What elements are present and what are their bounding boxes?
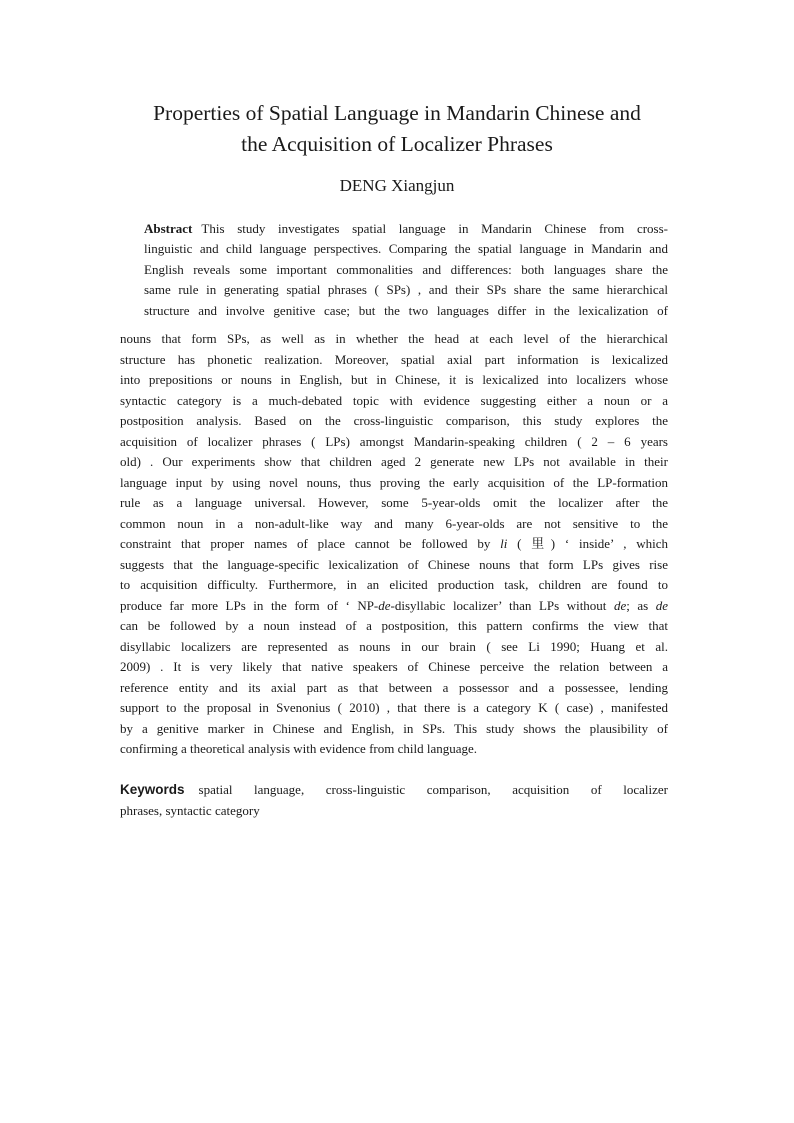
- abstract-line: Abstract This study investigates spatial language in Mandarin Chinese from cross-: [144, 221, 668, 236]
- abstract-line: confirming a theoretical analysis with evidence from child language.: [120, 741, 478, 756]
- abstract-line: disyllabic localizers are represented as nouns in our brain ( see Li 1990; Huang et al.: [120, 638, 668, 654]
- abstract-line: postposition analysis. Based on the cross-linguistic comparison, this study explores the: [120, 413, 668, 428]
- abstract-line: 2009) . It is very likely that native speakers of Chinese perceive the relation between a: [120, 659, 668, 674]
- abstract-line-np-de: produce far more LPs in the form of ‘ NP-de-disyllabic localizer’ than LPs without de; as de: [120, 597, 668, 613]
- abstract-line: common noun in a non-adult-like way and many 6-year-olds are not sensitive to the: [120, 515, 668, 531]
- abstract-line: structure has phonetic realization. Moreover, spatial axial part information is lexicalized: [120, 351, 668, 367]
- abstract-line: acquisition of localizer phrases ( LPs) amongst Mandarin-speaking children ( 2 – 6 years: [120, 433, 668, 449]
- abstract-line: nouns that form SPs, as well as in whether the head at each level of the hierarchical: [120, 331, 668, 346]
- italic-de: de: [655, 597, 668, 613]
- italic-de: de: [613, 597, 627, 613]
- abstract-line: rule as a language universal. However, some 5-year-olds omit the localizer after the: [120, 495, 668, 510]
- abstract-line: by a genitive marker in Chinese and English, in SPs. This study shows the plausibility of: [120, 720, 668, 736]
- abstract-body: [120, 329, 668, 760]
- abstract-line: old) . Our experiments show that children aged 2 generate new LPs not available in their: [120, 454, 668, 469]
- abstract-line: English reveals some important commonalities and differences: both languages share the: [144, 261, 668, 277]
- abstract-line: same rule in generating spatial phrases ( SPs) , and their SPs share the same hierarchical: [144, 282, 668, 298]
- abstract-line: to acquisition difficulty. Furthermore, in an elicited production task, children are found to: [120, 577, 668, 592]
- abstract-line: linguistic and child language perspectives. Comparing the spatial language in Mandarin and: [144, 241, 668, 257]
- title-line-2: the Acquisition of Localizer Phrases: [241, 132, 553, 156]
- abstract-indented-block: [144, 219, 668, 321]
- abstract-line: structure and involve genitive case; but the two languages differ in the lexicalization of: [144, 302, 668, 318]
- paper-title: [0, 98, 794, 160]
- keywords-line: Keywords spatial language, cross-linguistic comparison, acquisition of localizer: [120, 782, 668, 797]
- abstract-line: language input by using novel nouns, thus proving the early acquisition of the LP-formation: [120, 474, 668, 490]
- abstract-line: syntactic category is a much-debated topic with evidence suggesting either a noun or a: [120, 392, 668, 408]
- keywords-block: [120, 780, 668, 821]
- italic-li: li: [500, 536, 508, 551]
- keywords-label: Keywords: [120, 782, 185, 797]
- abstract-line: reference entity and its axial part as that between a possessor and a possessee, lending: [120, 679, 668, 695]
- title-line-1: Properties of Spatial Language in Mandarin Chinese and: [153, 101, 641, 125]
- abstract-line: can be followed by a noun instead of a postposition, this pattern confirms the view that: [120, 618, 668, 633]
- abstract-line-li: constraint that proper names of place cannot be followed by li ( 里) ‘ inside’ , which: [120, 536, 668, 551]
- abstract-label: Abstract: [144, 221, 193, 236]
- abstract-line: suggests that the language-specific lexicalization of Chinese nouns that form LPs gives rise: [120, 556, 668, 572]
- keywords-line: phrases, syntactic category: [120, 802, 260, 818]
- author-name: DENG Xiangjun: [339, 176, 455, 195]
- italic-de: de: [378, 597, 391, 613]
- abstract-line: support to the proposal in Svenonius ( 2010) , that there is a category K ( case) , manifested: [120, 700, 668, 715]
- abstract-line: into prepositions or nouns in English, but in Chinese, it is lexicalized into localizers whose: [120, 372, 668, 387]
